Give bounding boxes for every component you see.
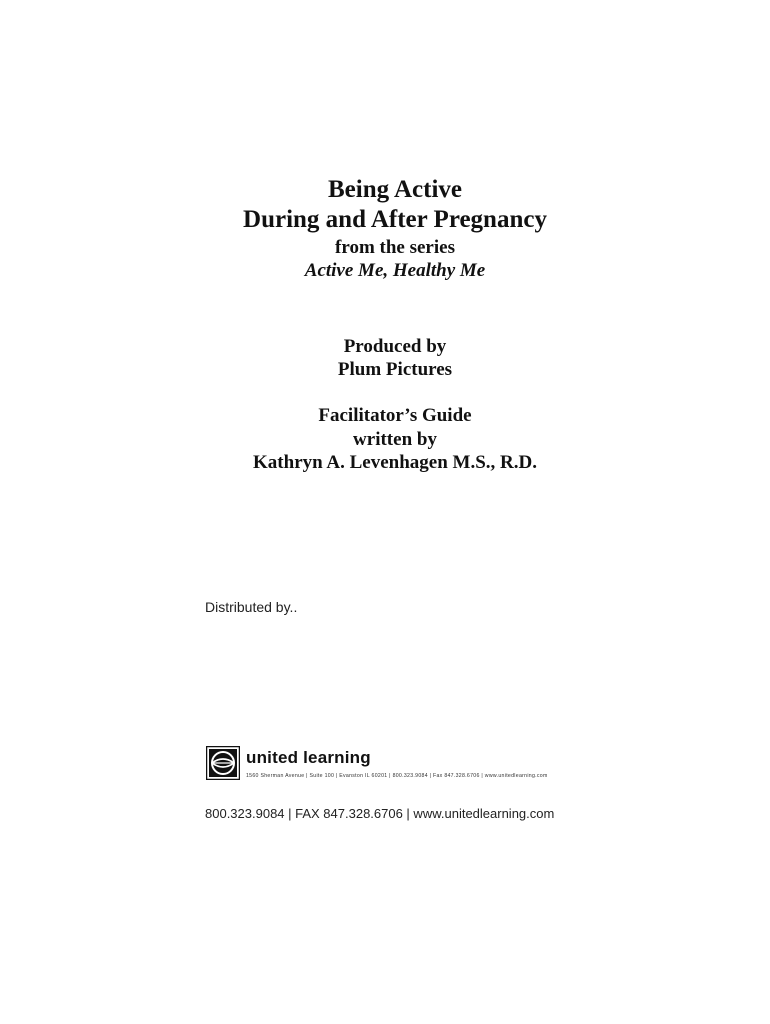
guide-label: Facilitator’s Guide [318, 405, 472, 426]
author-name: Kathryn A. Levenhagen M.S., R.D. [253, 452, 537, 473]
united-learning-logo-icon [206, 746, 240, 780]
publisher-logo [206, 746, 596, 786]
producer-name: Plum Pictures [337, 359, 453, 380]
series-label: from the series [335, 237, 455, 258]
document-subtitle: During and After Pregnancy [243, 206, 547, 233]
distributed-by-label: Distributed by.. [205, 599, 298, 615]
produced-by-label: Produced by [343, 336, 447, 357]
logo-wordmark: united learning [246, 748, 371, 767]
series-name: Active Me, Healthy Me [304, 260, 486, 281]
written-by-label: written by [353, 429, 437, 450]
document-title: Being Active [327, 176, 462, 203]
contact-line: 800.323.9084 | FAX 847.328.6706 | www.unitedlearning.com [205, 806, 555, 821]
logo-address: 1560 Sherman Avenue | Suite 100 | Evanston IL 60201 | 800.323.9084 | Fax 847.328.6706 | www.unitedlearning.com [246, 773, 548, 779]
